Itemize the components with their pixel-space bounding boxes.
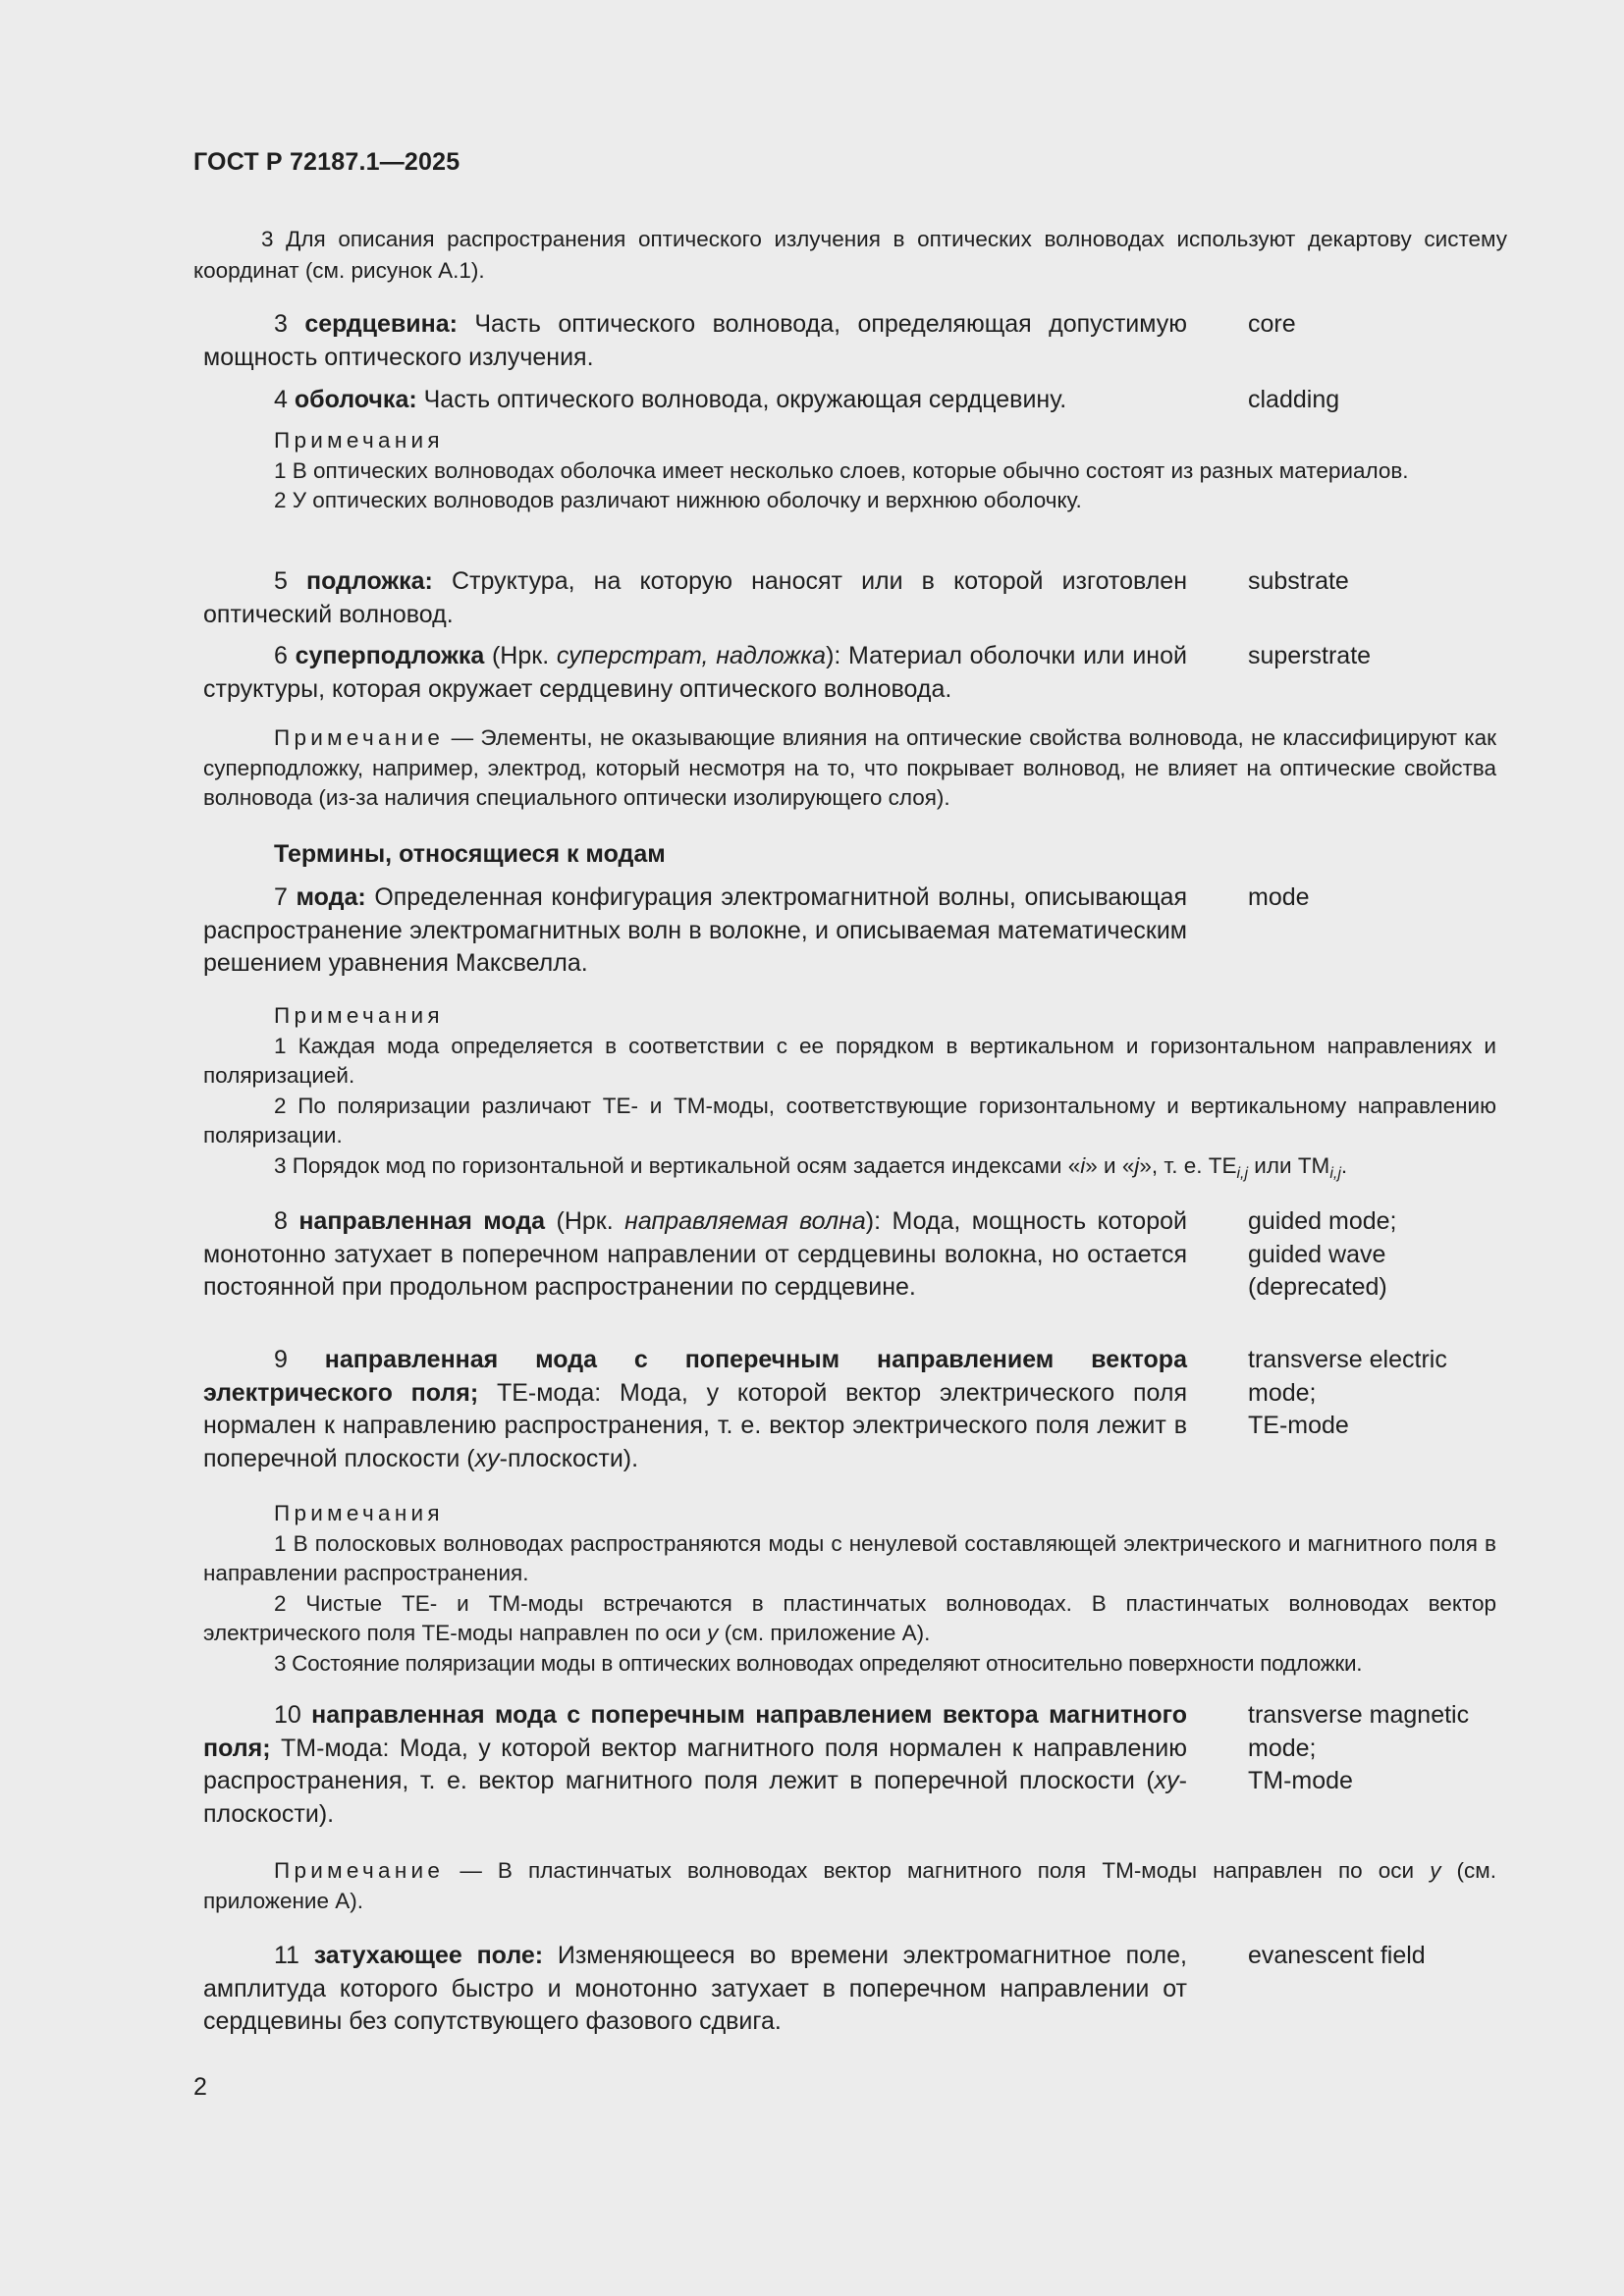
term-4-text: 4 оболочка: Часть оптического волновода, окружающая сердцевину. (274, 386, 1067, 413)
term-5-title: подложка: (306, 567, 433, 595)
term-7-english: mode (1248, 883, 1310, 911)
note-term-4: Примечания 1 В оптических волноводах оболочка имеет несколько слоев, которые обычно состоят из разных материалов. 2 У оптических волноводов различают нижнюю оболочку и верхнюю оболочку. (274, 428, 1409, 512)
term-9-text: 9 направленная мода с поперечным направлением вектора электрического поля; ТЕ-мода: Мода, у которой вектор электрического поля нормален к направлению распространения, т. е. вектор электрического поля лежит в поперечной плоскости (xy-плоскости). (203, 1346, 1187, 1472)
term-11-english: evanescent field (1248, 1942, 1426, 1969)
term-7-text: 7 мода: Определенная конфигурация электромагнитной волны, описывающая распространение электромагнитных волн в волокне, и описываемая математическим решением уравнения Максвелла. (203, 883, 1187, 977)
note-label: Примечание (274, 1858, 445, 1883)
term-3-english: core (1248, 310, 1296, 338)
term-6-title: суперподложка (295, 642, 485, 669)
term-4-title: оболочка: (294, 386, 417, 413)
term-3-text: 3 сердцевина: Часть оптического волновода, определяющая допустимую мощность оптического излучения. (203, 310, 1187, 371)
term-9-english: transverse electric mode; TE-mode (1248, 1346, 1447, 1439)
term-8-text: 8 направленная мода (Нрк. направляемая волна): Мода, мощность которой монотонно затухает в поперечном направлении от сердцевины волокна, но остается постоянной при продольном распространении по сердцевине. (203, 1207, 1187, 1301)
term-6-english: superstrate (1248, 642, 1372, 669)
term-3-title: сердцевина: (304, 310, 458, 338)
document-header: ГОСТ Р 72187.1—2025 (193, 148, 460, 176)
term-5-english: substrate (1248, 567, 1349, 595)
term-10-text: 10 направленная мода с поперечным направлением вектора магнитного поля; ТМ-мода: Мода, у которой вектор магнитного поля нормален к направлению распространения, т. е. вектор магнитного поля лежит в поперечной плоскости (xy-плоскости). (203, 1701, 1187, 1828)
term-11-title: затухающее поле: (313, 1942, 544, 1969)
note-label: Примечания (274, 1003, 444, 1028)
note-term-7: Примечания 1 Каждая мода определяется в соответствии с ее порядком в вертикальном и горизонтальном направлениях и поляризацией. 2 По поляризации различают ТЕ- и ТМ-моды, соответствующие горизонтальному и вертикальному направлению поляризации. 3 Порядок мод по горизонтальной и вертикальной осям задается индексами «i» и «j», т. е. $ТЕ_{i,j}$ или $ТМ_{i,j}$. (203, 1003, 1496, 1182)
note-label: Примечания (274, 428, 444, 453)
term-5-text: 5 подложка: Структура, на которую наносят или в которой изготовлен оптический волновод. (203, 567, 1188, 628)
term-8-title: направленная мода (298, 1207, 546, 1235)
note-label: Примечание (274, 725, 445, 750)
note-term-9: Примечания 1 В полосковых волноводах распространяются моды с ненулевой составляющей электрического и магнитного поля в направлении распространения. 2 Чистые ТЕ- и ТМ-моды встречаются в пластинчатых волноводах. В пластинчатых волноводах вектор электрического поля ТЕ-моды направлен по оси y (см. приложение А). 3 Состояние поляризации моды в оптических волноводах определяют относительно поверхности подложки. (203, 1501, 1496, 1676)
term-9-title: направленная мода с поперечным направлением вектора электрического поля; (203, 1346, 1187, 1407)
section-heading: Термины, относящиеся к модам (274, 840, 666, 868)
term-8-english: guided mode; guided wave (deprecated) (1248, 1207, 1397, 1301)
term-6-text: 6 суперподложка (Нрк. суперстрат, надложка): Материал оболочки или иной структуры, которая окружает сердцевину оптического волновода. (203, 642, 1187, 703)
term-11-text: 11 затухающее поле: Изменяющееся во времени электромагнитное поле, амплитуда которого быстро и монотонно затухает в поперечном направлении от сердцевины без сопутствующего фазового сдвига. (203, 1942, 1187, 2035)
intro-paragraph: 3 Для описания распространения оптического излучения в оптических волноводах используют декартову систему координат (см. рисунок А.1). (193, 227, 1507, 283)
page-number: 2 (193, 2073, 207, 2101)
note-term-6: Примечание — Элементы, не оказывающие влияния на оптические свойства волновода, не классифицируют как суперподложку, например, электрод, который несмотря на то, что покрывает волновод, не влияет на оптические свойства волновода (из-за наличия специального оптически изолирующего слоя). (203, 725, 1496, 810)
term-7-title: мода: (296, 883, 366, 911)
term-4-english: cladding (1248, 386, 1340, 413)
term-10-english: transverse magnetic mode; TM-mode (1248, 1701, 1470, 1794)
term-10-title: направленная мода с поперечным направлением вектора магнитного поля; (203, 1701, 1187, 1762)
note-label: Примечания (274, 1501, 444, 1525)
note-term-10: Примечание — В пластинчатых волноводах вектор магнитного поля ТМ-моды направлен по оси y (см. приложение А). (203, 1858, 1496, 1913)
